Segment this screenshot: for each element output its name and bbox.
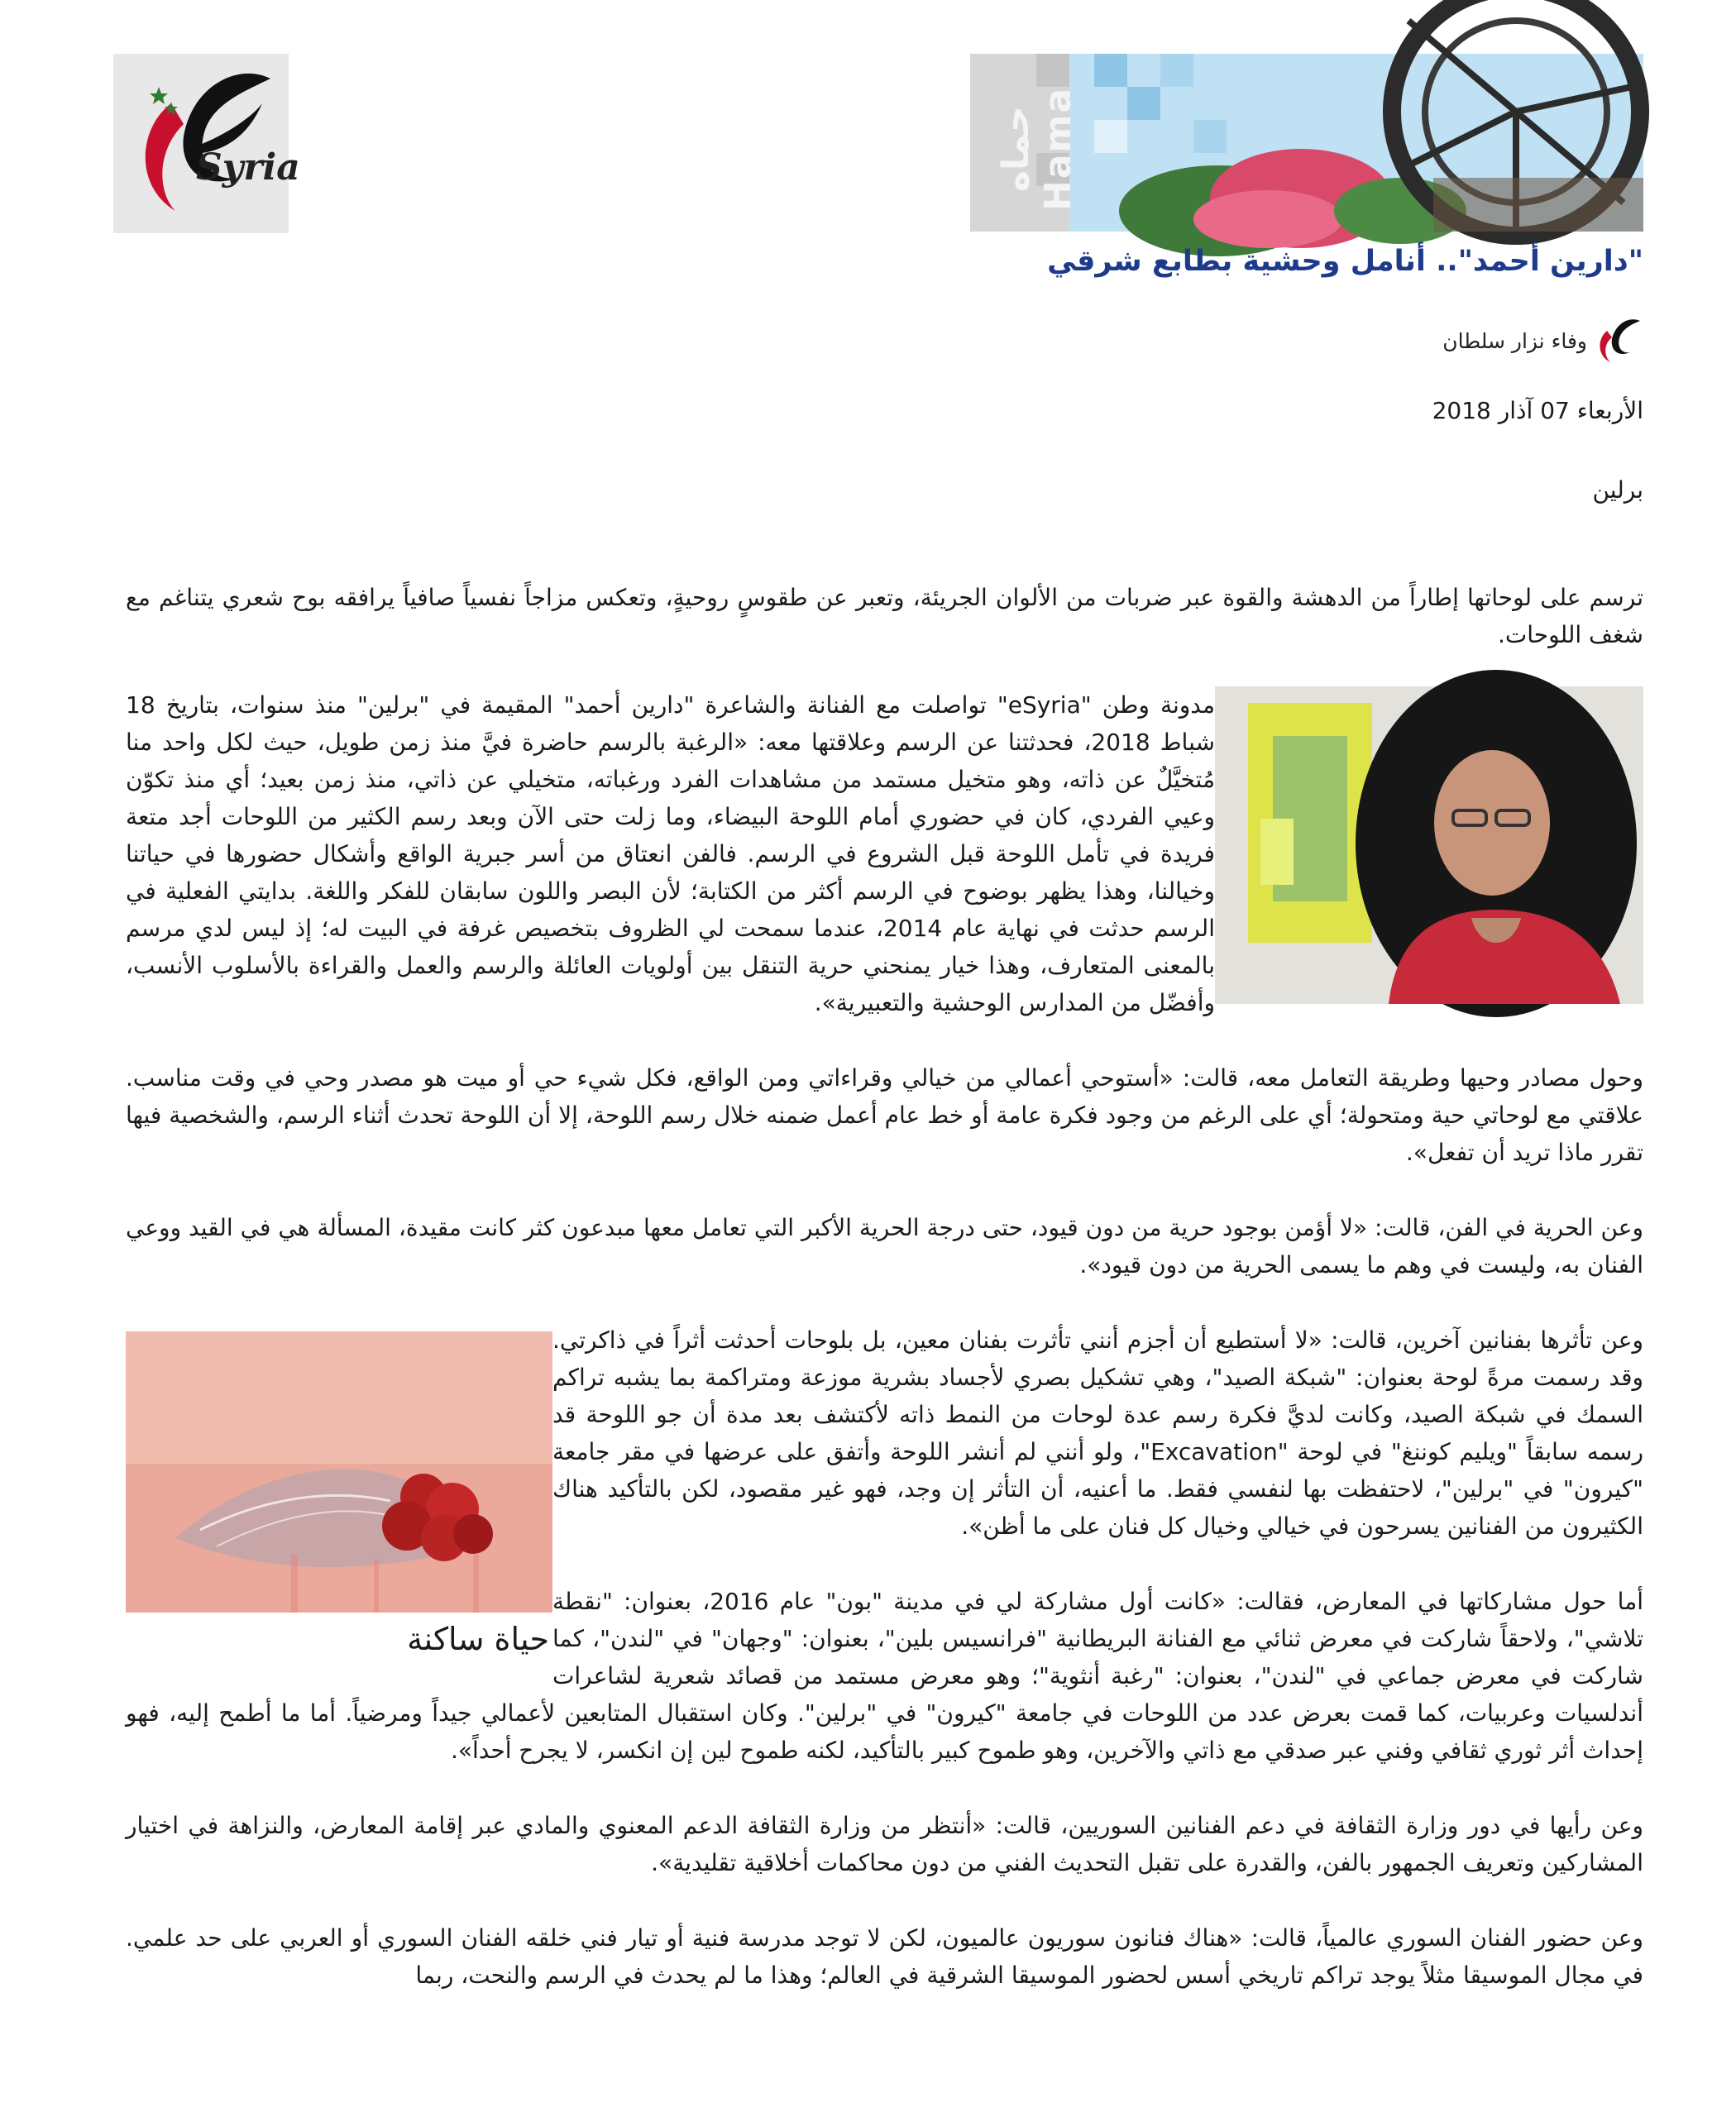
article-location: برلين — [1592, 476, 1643, 504]
esyria-logo-icon — [113, 54, 289, 233]
painting-figure — [126, 1331, 552, 1662]
banner-city-name: حماه Hama — [995, 86, 1079, 212]
author-row — [1442, 314, 1643, 367]
article-date: الأربعاء 07 آذار 2018 — [1432, 397, 1643, 424]
painting-image — [126, 1331, 552, 1613]
esyria-logo[interactable] — [113, 54, 300, 233]
article-paragraph-6: وعن رأيها في دور وزارة الثقافة في دعم الفنانين السوريين، قالت: «أنتظر من وزارة الثقافة الدعم المعنوي والمادي عبر إقامة المعارض، والنزاهة في اختيار المشاركين وتعريف الجمهور بالفن، والقدرة على تقبل التحديث الفني من دون محاكمات أخلاقية تقليدية». — [126, 1812, 1643, 1876]
banner-side-panel — [970, 54, 1079, 232]
painting-caption: حياة ساكنة — [407, 1621, 549, 1657]
article-paragraph-4: وعن تأثرها بفنانين آخرين، قالت: «لا أستطيع أن أجزم أنني تأثرت بفنان معين، بل بلوحات أحدثت أثراً في ذاكرتي. وقد رسمت مرةً لوحة بعنوان: "شبكة الصيد"، وهي تشكيل بصري لأجساد بشرية موزعة ومتراكمة بما يشبه تراكم السمك في شبكة الصيد، وكانت لديَّ فكرة رسم عدة لوحات من النمط ذاته لأكتشف بعد مدة أن جو اللوحة قد رسمه سابقاً "ويليم كوننغ" في لوحة "Excavation"، ولو أنني لم أنشر اللوحة وأتفق على عرضها في مقر جامعة "كيرون" في "برلين"، لاحتفظت بها لنفسي فقط. ما أعنيه، أن التأثر إن وجد، فهو غير مقصود، لكن بالتأكيد هناك الكثيرون من الفنانين يسرحون في خيالي وخيال كل فنان على ما أظن». — [552, 1326, 1643, 1540]
article-paragraph-2: وحول مصادر وحيها وطريقة التعامل معه، قالت: «أستوحي أعمالي من خيالي وقراءاتي ومن الواقع، فكل شيء حي أو ميت هو مصدر وحي في وقت مناسب. علاقتي مع لوحاتي حية ومتحولة؛ أي على الرغم من وجود فكرة عامة أو خط عام أعمل ضمنه خلال رسم اللوحة، إلا أن اللوحة تحدث أثناء الرسم، والشخصية فيها تقرر ماذا تريد أن تفعل». — [126, 1064, 1643, 1166]
article-headline: "دارين أحمد".. أنامل وحشية بطابع شرقي — [1047, 245, 1643, 278]
logo-word: Syria — [196, 146, 300, 189]
article-paragraph-5: أما حول مشاركاتها في المعارض، فقالت: «كانت أول مشاركة لي في مدينة "بون" عام 2016، بعنوان: "نقطة تلاشي"، ولاحقاً شاركت في معرض ثنائي مع الفنانة البريطانية "فرانسيس بلين"، بعنوان: "وجهان" في "لندن"، كما شاركت في معرض جماعي في "لندن"، بعنوان: "رغبة أنثوية"؛ وهو معرض مستمد من قصائد شعرية لشاعرات أندلسيات وعربيات، كما قمت بعرض عدد من اللوحات في جامعة "كيرون" في "برلين". وكان استقبال المتابعين لأعمالي جيداً ومرضياً. أما ما أطمح إليه، فهو إحداث أثر ثوري ثقافي وفني عبر صدقي مع ذاتي والآخرين، وهو طموح كبير بالتأكيد، لكنه طموح لين إن انكسر، لا يجرح أحداً». — [126, 1588, 1643, 1764]
header-banner — [970, 54, 1643, 232]
article-author[interactable]: وفاء نزار سلطان — [1442, 328, 1587, 353]
article-paragraph-7: وعن حضور الفنان السوري عالمياً، قالت: «هناك فنانون سوريون عالميون، لكن لا توجد مدرسة فنية أو تيار فني خلقه الفنان السوري أو العربي على حد علمي. في مجال الموسيقا مثلاً يوجد تراكم تاريخي أسس لحضور الموسيقا الشرقية في العالم؛ وهذا ما لم يحدث في الرسم والنحت، ربما — [126, 1924, 1643, 1989]
article-paragraph-1: مدونة وطن "eSyria" تواصلت مع الفنانة والشاعرة "دارين أحمد" المقيمة في "برلين" منذ سنوات، بتاريخ 18 شباط 2018، فحدثتنا عن الرسم وعلاقتها معه: «الرغبة بالرسم حاضرة فيَّ منذ زمن طويل، حيث لكل واحد منا مُتخيَّلٌ عن ذاته، وهو متخيل مستمد من مشاهدات الفرد ورغباته، متخيلي عن ذاتي، منذ زمن بعيد؛ أي منذ تكوّن وعيي الفردي، كان في حضوري أمام اللوحة البيضاء، وما زلت حتى الآن وبعد رسم الكثير من اللوحات أجد متعة فريدة في تأمل اللوحة قبل الشروع في الرسم. فالفن انعتاق من أسر جبرية الواقع وأشكال حضورها في حياتنا وخيالنا، وهذا يظهر بوضوح في الرسم أكثر من الكتابة؛ لأن البصر واللون سابقان للفكر واللغة. بدايتي الفعلية في الرسم حدثت في نهاية عام 2014، عندما سمحت لي الظروف بتخصيص غرفة في البيت له؛ إذ ليس لدي مرسم بالمعنى المتعارف، وهذا خيار يمنحني حرية التنقل بين أولويات العائلة والرسم والعمل والقراءة بالأسلوب الأنسب، وأفضّل من المدارس الوحشية والتعبيرية». — [126, 691, 1216, 1016]
article-intro: ترسم على لوحاتها إطاراً من الدهشة والقوة عبر ضربات من الألوان الجريئة، وتعبر عن طقوسٍ روحيةٍ، وتعكس مزاجاً نفسياً صافياً يرافقه بوح شعري يتناغم مع شغف اللوحات. — [126, 584, 1643, 648]
author-esyria-icon — [1590, 314, 1643, 367]
artist-portrait — [1215, 686, 1643, 1004]
article-paragraph-3: وعن الحرية في الفن، قالت: «لا أؤمن بوجود حرية من دون قيود، حتى درجة الحرية الأكبر التي تعامل معها مبدعون كثر كانت مقيدة، المسألة هي في القيد ووعي الفنان به، وليست في وهم ما يسمى الحرية من دون قيود». — [126, 1214, 1643, 1278]
article-body — [126, 579, 1643, 2032]
artist-portrait-image — [1215, 686, 1643, 1004]
